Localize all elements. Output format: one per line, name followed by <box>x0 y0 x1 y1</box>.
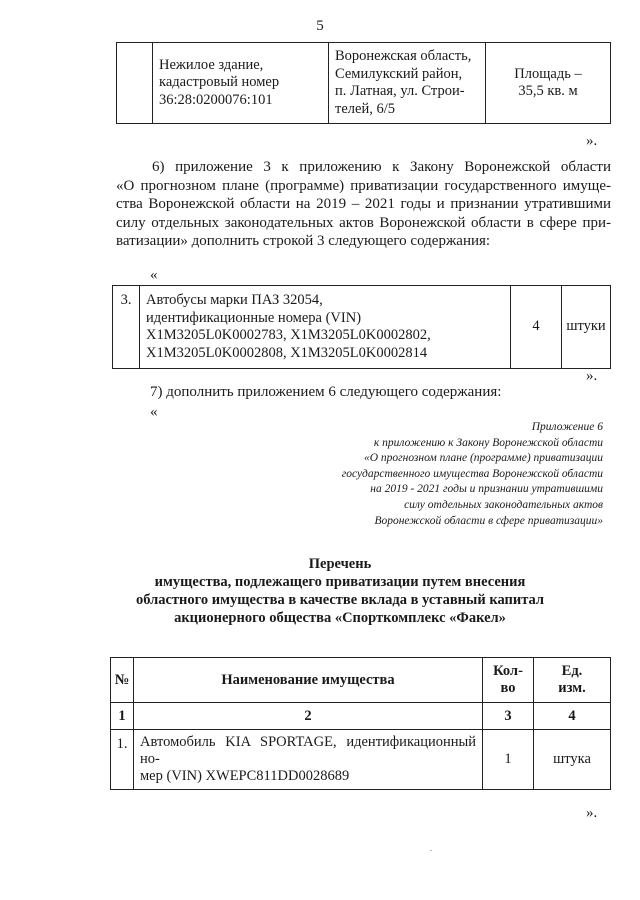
column-number: 1 <box>111 703 134 730</box>
address-line: п. Латная, ул. Строи- <box>335 83 465 99</box>
area-line: Площадь – <box>514 65 582 82</box>
description-line: X1M3205L0K0002783, X1M3205L0K0002802, <box>146 327 431 343</box>
property-unit: штука <box>534 730 611 790</box>
paragraph-6 <box>116 158 611 251</box>
header-unit <box>534 658 611 703</box>
header-quantity-line: во <box>500 680 516 696</box>
table-cell-name <box>153 43 329 124</box>
appendix-line: Воронежской области в сфере приватизации» <box>374 514 603 527</box>
list-title-line: имущества, подлежащего приватизации путем внесения <box>154 574 526 590</box>
header-unit-line: Ед. <box>561 663 583 679</box>
row-number: 3. <box>113 286 140 369</box>
building-name-line: кадастровый номер <box>159 74 280 91</box>
paragraph-line: ства Воронежской области на 2019 – 2021 годы и признании утратившими <box>116 196 611 212</box>
paragraph-line: ватизации» дополнить строкой 3 следующего содержания: <box>116 233 491 249</box>
column-number-row <box>111 703 611 730</box>
page-number: 5 <box>316 18 324 34</box>
appendix-line: к приложению к Закону Воронежской области <box>373 436 603 449</box>
description-line: Автомобиль KIA SPORTAGE, идентификационный но- <box>140 734 476 767</box>
list-title-line: областного имущества в качестве вклада в уставный капитал <box>135 592 545 608</box>
list-title <box>100 555 580 627</box>
opening-quote: « <box>150 267 158 283</box>
description-line: мер (VIN) XWEPC811DD0028689 <box>140 768 350 784</box>
property-description <box>134 730 483 790</box>
column-number: 4 <box>534 703 611 730</box>
closing-quote: ». <box>586 368 598 384</box>
table-cell-number <box>117 43 153 124</box>
header-name: Наименование имущества <box>134 658 483 703</box>
table-cell-area <box>486 43 611 124</box>
list-title-line: акционерного общества «Спорткомплекс «Факел» <box>174 610 506 626</box>
building-name-line: 36:28:0200076:101 <box>159 91 273 108</box>
property-table <box>110 657 611 790</box>
appendix-line: государственного имущества Воронежской области <box>341 467 603 480</box>
paragraph-line: 6) приложение 3 к приложению к Закону Воронежской области <box>152 159 611 175</box>
closing-quote: ». <box>586 133 598 149</box>
description-line: X1M3205L0K0002808, X1M3205L0K0002814 <box>146 344 428 361</box>
paragraph-line: силу отдельных законодательных актов Воронежской области в сфере при- <box>116 214 611 231</box>
building-table <box>116 42 611 124</box>
vehicle-quantity: 4 <box>511 286 562 369</box>
description-line: идентификационные номера (VIN) <box>146 309 362 326</box>
area-line: 35,5 кв. м <box>518 83 578 99</box>
column-number: 2 <box>134 703 483 730</box>
header-unit-line: изм. <box>558 680 586 696</box>
address-line: Семилукский район, <box>335 65 463 82</box>
column-number: 3 <box>483 703 534 730</box>
description-line: Автобусы марки ПАЗ 32054, <box>146 292 323 308</box>
scan-speck <box>430 850 432 851</box>
appendix-line: Приложение 6 <box>531 421 603 433</box>
property-quantity: 1 <box>483 730 534 790</box>
building-name-line: Нежилое здание, <box>159 56 264 73</box>
row-number: 1. <box>111 730 134 790</box>
paragraph-7: 7) дополнить приложением 6 следующего содержания: <box>150 384 502 400</box>
vehicle-unit: штуки <box>562 286 611 369</box>
table-row <box>117 43 611 124</box>
table-cell-address <box>329 43 486 124</box>
vehicle-description <box>140 286 511 369</box>
header-number: № <box>111 658 134 703</box>
paragraph-line: «О прогнозном плане (программе) приватизации государственного имуще- <box>116 177 611 194</box>
vehicle-table <box>112 285 611 369</box>
table-row <box>113 286 611 369</box>
header-quantity-line: Кол- <box>493 663 523 679</box>
address-line: телей, 6/5 <box>335 100 395 117</box>
appendix-header <box>290 420 603 529</box>
opening-quote: « <box>150 404 158 420</box>
closing-quote: ». <box>586 805 598 821</box>
header-quantity <box>483 658 534 703</box>
address-line: Воронежская область, <box>335 48 472 64</box>
table-row <box>111 730 611 790</box>
appendix-line: «О прогнозном плане (программе) приватизации <box>363 452 603 465</box>
list-title-line: Перечень <box>308 556 372 572</box>
table-header-row <box>111 658 611 703</box>
appendix-line: на 2019 - 2021 годы и признании утратившими <box>370 483 603 496</box>
appendix-line: силу отдельных законодательных актов <box>404 498 603 511</box>
